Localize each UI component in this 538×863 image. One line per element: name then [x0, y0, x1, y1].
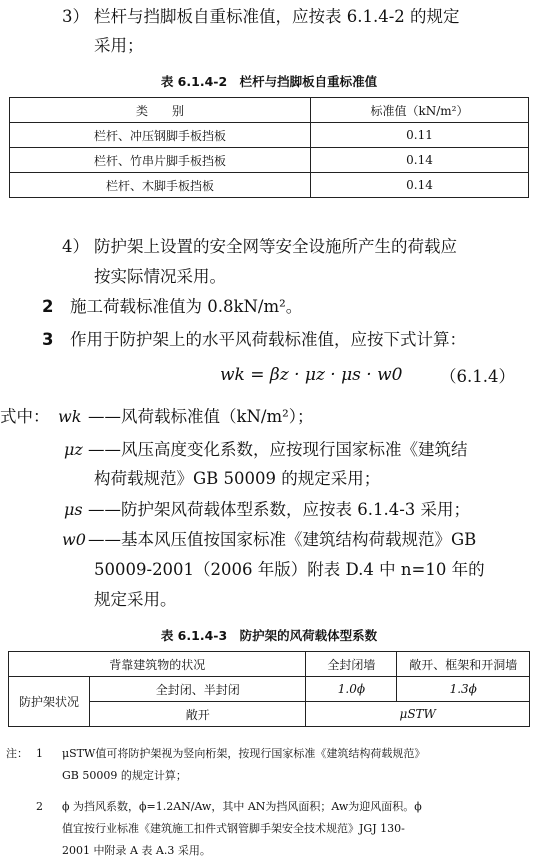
table-row [10, 123, 529, 148]
row-label-closed: 全封闭、半封闭 [90, 677, 306, 702]
w0-definition-line1: ——基本风压值按国家标准《建筑结构荷载规范》GB [88, 530, 477, 549]
item-4-number: 4） [62, 237, 89, 256]
row-group-label: 防护架状况 [9, 677, 90, 727]
row-value: 0.14 [311, 148, 529, 173]
us-definition: ——防护架风荷载体型系数，应按表 6.1.4-3 采用； [88, 500, 471, 519]
w0-definition-line2: 50009-2001（2006 年版）附表 D.4 中 n=10 年的 [94, 560, 485, 579]
clause-3-text: 作用于防护架上的水平风荷载标准值，应按下式计算： [70, 330, 466, 349]
wk-definition: ——风荷载标准值（kN/m²）； [88, 407, 314, 426]
note-1-line1: μSTW值可将防护架视为竖向桁架，按现行国家标准《建筑结构荷载规范》 [62, 747, 426, 760]
table-row [10, 148, 529, 173]
wk-symbol: wk [58, 407, 82, 426]
where-label: 式中： [0, 407, 50, 426]
table-row [9, 677, 530, 702]
clause-2-text: 施工荷载标准值为 0.8kN/m²。 [70, 297, 303, 316]
row-category: 栏杆、木脚手板挡板 [10, 173, 311, 198]
item-4-line1: 防护架上设置的安全网等安全设施所产生的荷载应 [94, 237, 457, 256]
header-fully-closed-wall: 全封闭墙 [306, 652, 397, 677]
formula: wk = βz · μz · μs · w0 [220, 365, 403, 385]
item-3-line1: 栏杆与挡脚板自重标准值，应按表 6.1.4-2 的规定 [94, 7, 460, 26]
note-2-line2: 值宜按行业标准《建筑施工扣件式钢管脚手架安全技术规范》JGJ 130- [62, 822, 405, 835]
note-1-number: 1 [36, 747, 43, 760]
table-row [10, 173, 529, 198]
value-closed-wall: 1.0ϕ [306, 677, 397, 702]
header-category: 类 别 [10, 98, 311, 123]
w0-symbol: w0 [62, 530, 86, 549]
uz-definition-line1: ——风压高度变化系数，应按现行国家标准《建筑结 [88, 440, 468, 459]
item-4-line2: 按实际情况采用。 [94, 267, 226, 286]
note-2-number: 2 [36, 800, 43, 813]
note-2-line3: 2001 中附录 A 表 A.3 采用。 [62, 844, 211, 857]
uz-symbol: μz [64, 440, 83, 459]
header-open-frame-wall: 敞开、框架和开洞墙 [397, 652, 530, 677]
formula-number: （6.1.4） [440, 367, 515, 386]
notes-label: 注： [6, 747, 28, 760]
value-open-wall: 1.3ϕ [397, 677, 530, 702]
row-value: 0.14 [311, 173, 529, 198]
table-3 [8, 651, 530, 727]
clause-3-number: 3 [42, 330, 54, 349]
table-2 [9, 97, 529, 198]
w0-definition-line3: 规定采用。 [94, 590, 177, 609]
item-3-line2: 采用； [94, 36, 144, 55]
header-standard-value: 标准值（kN/m²） [311, 98, 529, 123]
clause-2-number: 2 [42, 297, 54, 316]
item-3-number: 3） [62, 7, 89, 26]
uz-definition-line2: 构荷载规范》GB 50009 的规定采用； [94, 469, 381, 488]
note-2-line1: ϕ 为挡风系数，ϕ=1.2AN/Aw，其中 AN为挡风面积；Aw为迎风面积。ϕ [62, 800, 422, 813]
table-header-row [10, 98, 529, 123]
table-2-caption: 表 6.1.4-2 栏杆与挡脚板自重标准值 [160, 74, 378, 89]
table-3-caption: 表 6.1.4-3 防护架的风荷载体型系数 [160, 628, 378, 643]
row-category: 栏杆、竹串片脚手板挡板 [10, 148, 311, 173]
row-value: 0.11 [311, 123, 529, 148]
value-mu-stw: μSTW [306, 702, 530, 727]
row-label-open: 敞开 [90, 702, 306, 727]
header-backing-condition: 背靠建筑物的状况 [9, 652, 306, 677]
table-header-row [9, 652, 530, 677]
note-1-line2: GB 50009 的规定计算； [62, 769, 187, 782]
us-symbol: μs [64, 500, 83, 519]
row-category: 栏杆、冲压钢脚手板挡板 [10, 123, 311, 148]
